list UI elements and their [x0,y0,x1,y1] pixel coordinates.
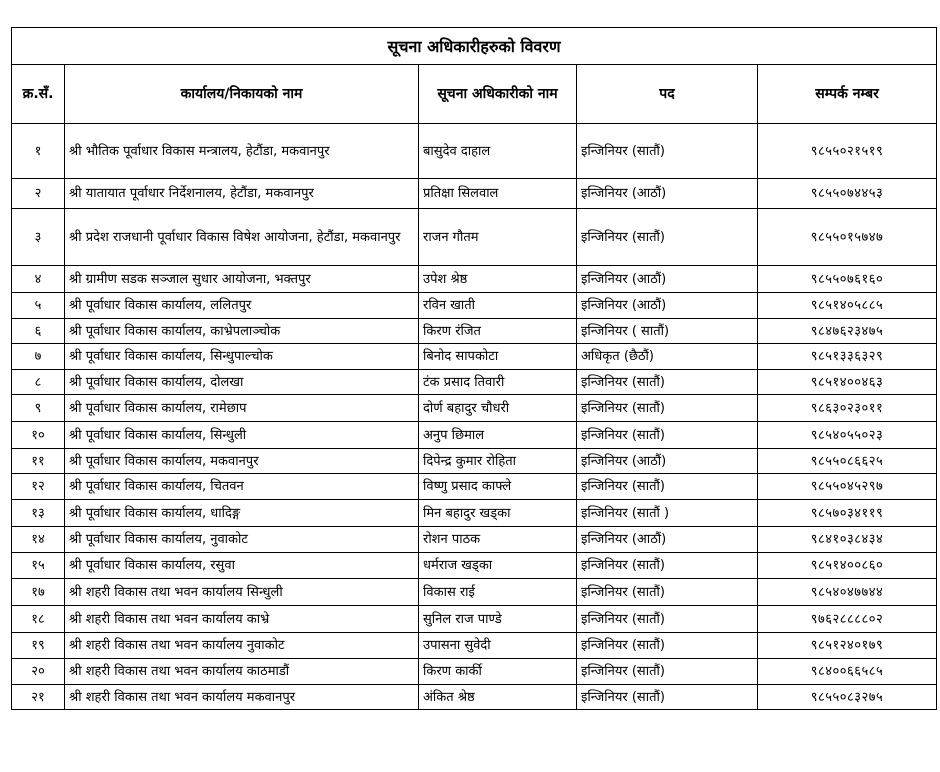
table-row [12,344,937,370]
serial-number-cell: ३ [12,209,65,266]
serial-number-cell: ११ [12,449,65,474]
table-row [12,659,937,685]
post-cell: इन्जिनियर (आठौं) [577,266,758,293]
table-row [12,319,937,344]
serial-number-cell: ७ [12,344,65,370]
post-cell: इन्जिनियर (आठौं) [577,449,758,474]
phone-number-cell: ९८५१४०५८८५ [758,293,937,319]
serial-number-cell: १३ [12,500,65,527]
post-cell: इन्जिनियर (सातौं) [577,553,758,579]
serial-number-cell: २१ [12,685,65,710]
officer-name-cell: किरण कार्की [419,659,577,685]
column-header-serial: क्र.सँ. [12,65,65,124]
officer-name-cell: अंकित श्रेष्ठ [419,685,577,710]
office-name-cell: श्री पूर्वाधार विकास कार्यालय, मकवानपुर [65,449,419,474]
office-name-cell: श्री शहरी विकास तथा भवन कार्यालय मकवानपुर [65,685,419,710]
post-cell: इन्जिनियर ( सातौं) [577,319,758,344]
officer-name-cell: दिपेन्द्र कुमार रोहिता [419,449,577,474]
column-header-office: कार्यालय/निकायको नाम [65,65,419,124]
officer-name-cell: सुनिल राज पाण्डे [419,606,577,633]
table-row [12,553,937,579]
phone-number-cell: ९८५५०१५७४७ [758,209,937,266]
table-row [12,579,937,606]
officer-list-document [11,27,937,710]
serial-number-cell: १९ [12,633,65,659]
column-header-officer: सूचना अधिकारीको नाम [419,65,577,124]
office-name-cell: श्री पूर्वाधार विकास कार्यालय, ललितपुर [65,293,419,319]
table-row [12,527,937,553]
office-name-cell: श्री शहरी विकास तथा भवन कार्यालय नुवाकोट [65,633,419,659]
officer-name-cell: टंक प्रसाद तिवारी [419,370,577,395]
table-header-row [12,65,937,124]
phone-number-cell: ९८५५०२१५१९ [758,124,937,179]
table-row [12,209,937,266]
officer-name-cell: विष्णु प्रसाद काफ्ले [419,474,577,500]
table-row [12,606,937,633]
table-body [12,124,937,710]
serial-number-cell: ८ [12,370,65,395]
post-cell: इन्जिनियर (सातौं) [577,474,758,500]
serial-number-cell: २ [12,179,65,209]
post-cell: इन्जिनियर (सातौं) [577,685,758,710]
phone-number-cell: ९७६२८८८८०२ [758,606,937,633]
officer-name-cell: उपासना सुवेदी [419,633,577,659]
phone-number-cell: ९८४००६६५८५ [758,659,937,685]
phone-number-cell: ९८५५०८६६२५ [758,449,937,474]
table-row [12,179,937,209]
post-cell: इन्जिनियर (सातौं) [577,422,758,449]
post-cell: इन्जिनियर (सातौं) [577,606,758,633]
phone-number-cell: ९८५५०४५२९७ [758,474,937,500]
serial-number-cell: १४ [12,527,65,553]
phone-number-cell: ९८५७०३४११९ [758,500,937,527]
serial-number-cell: १० [12,422,65,449]
officer-name-cell: राजन गौतम [419,209,577,266]
officer-name-cell: रोशन पाठक [419,527,577,553]
officer-name-cell: विकास राई [419,579,577,606]
table-row [12,500,937,527]
post-cell: इन्जिनियर (सातौं) [577,124,758,179]
table-row [12,422,937,449]
table-title: सूचना अधिकारीहरुको विवरण [12,28,937,65]
officer-name-cell: दोर्ण बहादुर चौधरी [419,395,577,422]
office-name-cell: श्री पूर्वाधार विकास कार्यालय, नुवाकोट [65,527,419,553]
serial-number-cell: ६ [12,319,65,344]
office-name-cell: श्री यातायात पूर्वाधार निर्देशनालय, हेटौंडा, मकवानपुर [65,179,419,209]
serial-number-cell: ९ [12,395,65,422]
office-name-cell: श्री भौतिक पूर्वाधार विकास मन्त्रालय, हेटौंडा, मकवानपुर [65,124,419,179]
phone-number-cell: ९८४१०३८४३४ [758,527,937,553]
officer-name-cell: मिन बहादुर खड्का [419,500,577,527]
officer-name-cell: धर्मराज खड्का [419,553,577,579]
post-cell: अधिकृत (छैठौं) [577,344,758,370]
post-cell: इन्जिनियर (आठौं) [577,293,758,319]
office-name-cell: श्री शहरी विकास तथा भवन कार्यालय काभ्रे [65,606,419,633]
table-row [12,266,937,293]
post-cell: इन्जिनियर (सातौं) [577,633,758,659]
office-name-cell: श्री पूर्वाधार विकास कार्यालय, सिन्धुली [65,422,419,449]
office-name-cell: श्री पूर्वाधार विकास कार्यालय, रसुवा [65,553,419,579]
phone-number-cell: ९८५१३३६३२९ [758,344,937,370]
office-name-cell: श्री पूर्वाधार विकास कार्यालय, दोलखा [65,370,419,395]
serial-number-cell: १७ [12,579,65,606]
phone-number-cell: ९८५४०५५०२३ [758,422,937,449]
post-cell: इन्जिनियर (आठौं) [577,179,758,209]
table-row [12,685,937,710]
officer-name-cell: उपेश श्रेष्ठ [419,266,577,293]
phone-number-cell: ९८६३०२३०११ [758,395,937,422]
post-cell: इन्जिनियर (सातौं) [577,370,758,395]
phone-number-cell: ९८५५०७४४५३ [758,179,937,209]
serial-number-cell: १२ [12,474,65,500]
office-name-cell: श्री शहरी विकास तथा भवन कार्यालय सिन्धुली [65,579,419,606]
serial-number-cell: १ [12,124,65,179]
serial-number-cell: १८ [12,606,65,633]
post-cell: इन्जिनियर (सातौं) [577,209,758,266]
office-name-cell: श्री शहरी विकास तथा भवन कार्यालय काठमाडौं [65,659,419,685]
office-name-cell: श्री पूर्वाधार विकास कार्यालय, रामेछाप [65,395,419,422]
office-name-cell: श्री पूर्वाधार विकास कार्यालय, सिन्धुपाल्चोक [65,344,419,370]
officer-table [11,27,937,710]
table-row [12,474,937,500]
table-row [12,124,937,179]
table-row [12,293,937,319]
column-header-post: पद [577,65,758,124]
column-header-phone: सम्पर्क नम्बर [758,65,937,124]
table-row [12,633,937,659]
phone-number-cell: ९८५१२४०१७९ [758,633,937,659]
post-cell: इन्जिनियर (सातौं ) [577,500,758,527]
table-row [12,395,937,422]
phone-number-cell: ९८५१४००८६० [758,553,937,579]
serial-number-cell: २० [12,659,65,685]
post-cell: इन्जिनियर (सातौं) [577,659,758,685]
phone-number-cell: ९८५४०४७७४४ [758,579,937,606]
post-cell: इन्जिनियर (सातौं) [577,579,758,606]
phone-number-cell: ९८४७६२३४७५ [758,319,937,344]
officer-name-cell: प्रतिक्षा सिलवाल [419,179,577,209]
post-cell: इन्जिनियर (सातौं) [577,395,758,422]
serial-number-cell: ५ [12,293,65,319]
post-cell: इन्जिनियर (आठौं) [577,527,758,553]
serial-number-cell: ४ [12,266,65,293]
office-name-cell: श्री प्रदेश राजधानी पूर्वाधार विकास विषेश आयोजना, हेटौंडा, मकवानपुर [65,209,419,266]
office-name-cell: श्री पूर्वाधार विकास कार्यालय, काभ्रेपलाञ्चोक [65,319,419,344]
phone-number-cell: ९८५१४००४६३ [758,370,937,395]
table-row [12,449,937,474]
office-name-cell: श्री ग्रामीण सडक सञ्जाल सुधार आयोजना, भक्तपुर [65,266,419,293]
officer-name-cell: अनुप छिमाल [419,422,577,449]
phone-number-cell: ९८५५०८३२७५ [758,685,937,710]
office-name-cell: श्री पूर्वाधार विकास कार्यालय, चितवन [65,474,419,500]
phone-number-cell: ९८५५०७६१६० [758,266,937,293]
office-name-cell: श्री पूर्वाधार विकास कार्यालय, धादिङ्ग [65,500,419,527]
officer-name-cell: बासुदेव दाहाल [419,124,577,179]
table-row [12,370,937,395]
officer-name-cell: रविन खाती [419,293,577,319]
serial-number-cell: १५ [12,553,65,579]
officer-name-cell: बिनोद सापकोटा [419,344,577,370]
officer-name-cell: किरण रंजित [419,319,577,344]
